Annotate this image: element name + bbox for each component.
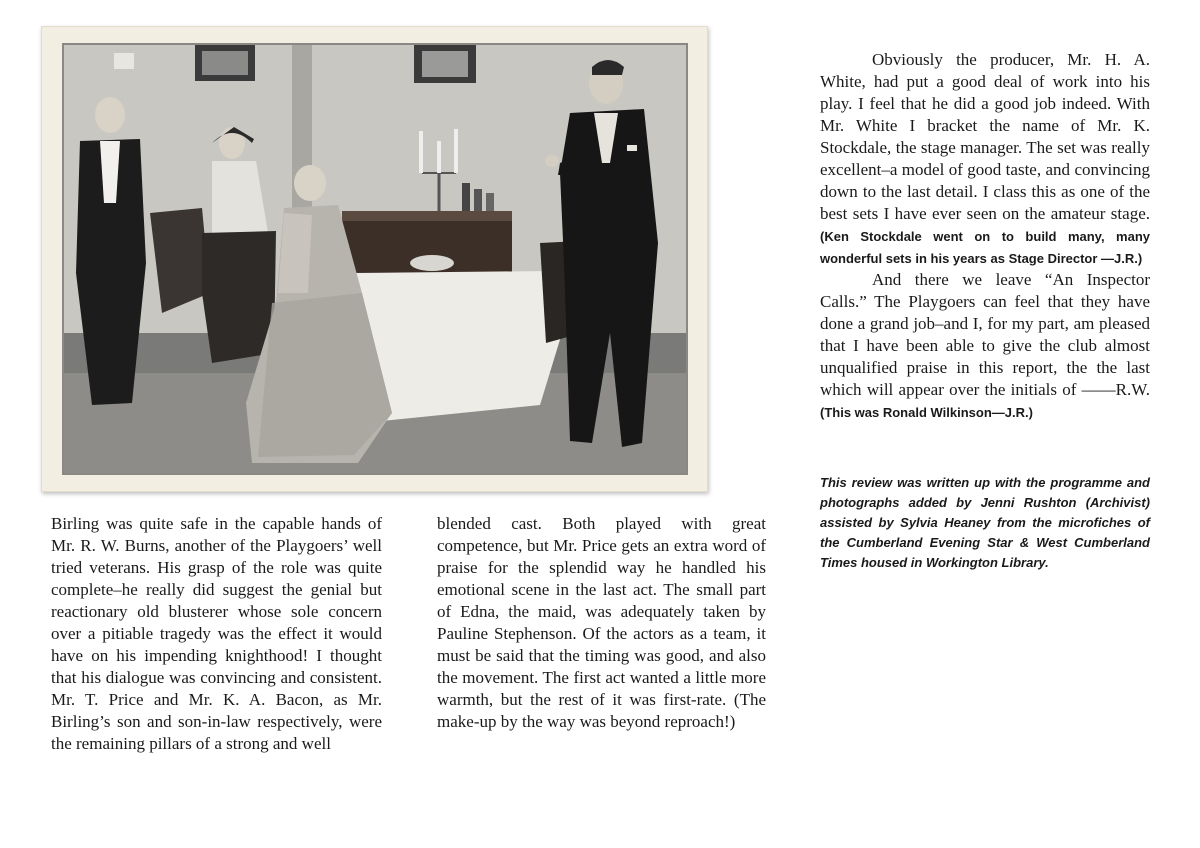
editor-note-wilkinson: (This was Ronald Wilkinson—J.R.) <box>820 405 1033 420</box>
archive-credit-note: This review was written up with the programme and photographs added by Jenni Rushton (Archivist) assisted by Sylvia Heaney from the microfiches of the Cumberland Evening Star & West Cumberland Times housed in Workington Library. <box>820 475 1150 570</box>
stage-photograph <box>62 43 688 475</box>
bottom-left-column <box>51 513 382 755</box>
photo-mat <box>41 26 708 492</box>
review-paragraph-producer: Obviously the producer, Mr. H. A. White, had put a good deal of work into his play. I feel that he did a good job indeed. With Mr. White I bracket the name of Mr. K. Stockdale, the stage manager. The set was really excellent–a model of good taste, and convincing down to the last detail. I class this as one of the best sets I have ever seen on the amateur stage. (Ken Stockdale went on to build many, many wonderful sets in his years as Stage Director —J.R.) <box>820 50 1150 266</box>
stage-scene-illustration <box>62 43 688 475</box>
review-paragraph-birling: Birling was quite safe in the capable hands of Mr. R. W. Burns, another of the Playgoers’ well tried veterans. His grasp of the role was quite complete–he really did suggest the genial but reactionary old blusterer whose sole concern over a pitiable tragedy was the effect it would have on his impending knighthood! I thought that his dialogue was convincing and consistent. Mr. T. Price and Mr. K. A. Bacon, as Mr. Birling’s son and son-in-law respectively, were the remaining pillars of a strong and well <box>51 514 382 753</box>
editor-note-stockdale: (Ken Stockdale went on to build many, many wonderful sets in his years as Stage Director —J.R.) <box>820 229 1150 266</box>
review-paragraph-closing: And there we leave “An Inspector Calls.” The Playgoers can feel that they have done a grand job–and I, for my part, am pleased that I have been able to give the club almost unqualified praise in this report, the the last which will appear over the initials of ——R.W. (This was Ronald Wilkinson—J.R.) <box>820 270 1150 420</box>
right-column <box>820 49 1150 423</box>
review-paragraph-cast: blended cast. Both played with great competence, but Mr. Price gets an extra word of praise for the splendid way he handled his emotional scene in the last act. The small part of Edna, the maid, was adequately taken by Pauline Stephenson. Of the actors as a team, it must be said that the timing was good, and also the movement. The first act wanted a little more warmth, but the rest of it was first-rate. (The make-up by the way was beyond reproach!) <box>437 514 766 731</box>
bottom-middle-column <box>437 513 766 733</box>
